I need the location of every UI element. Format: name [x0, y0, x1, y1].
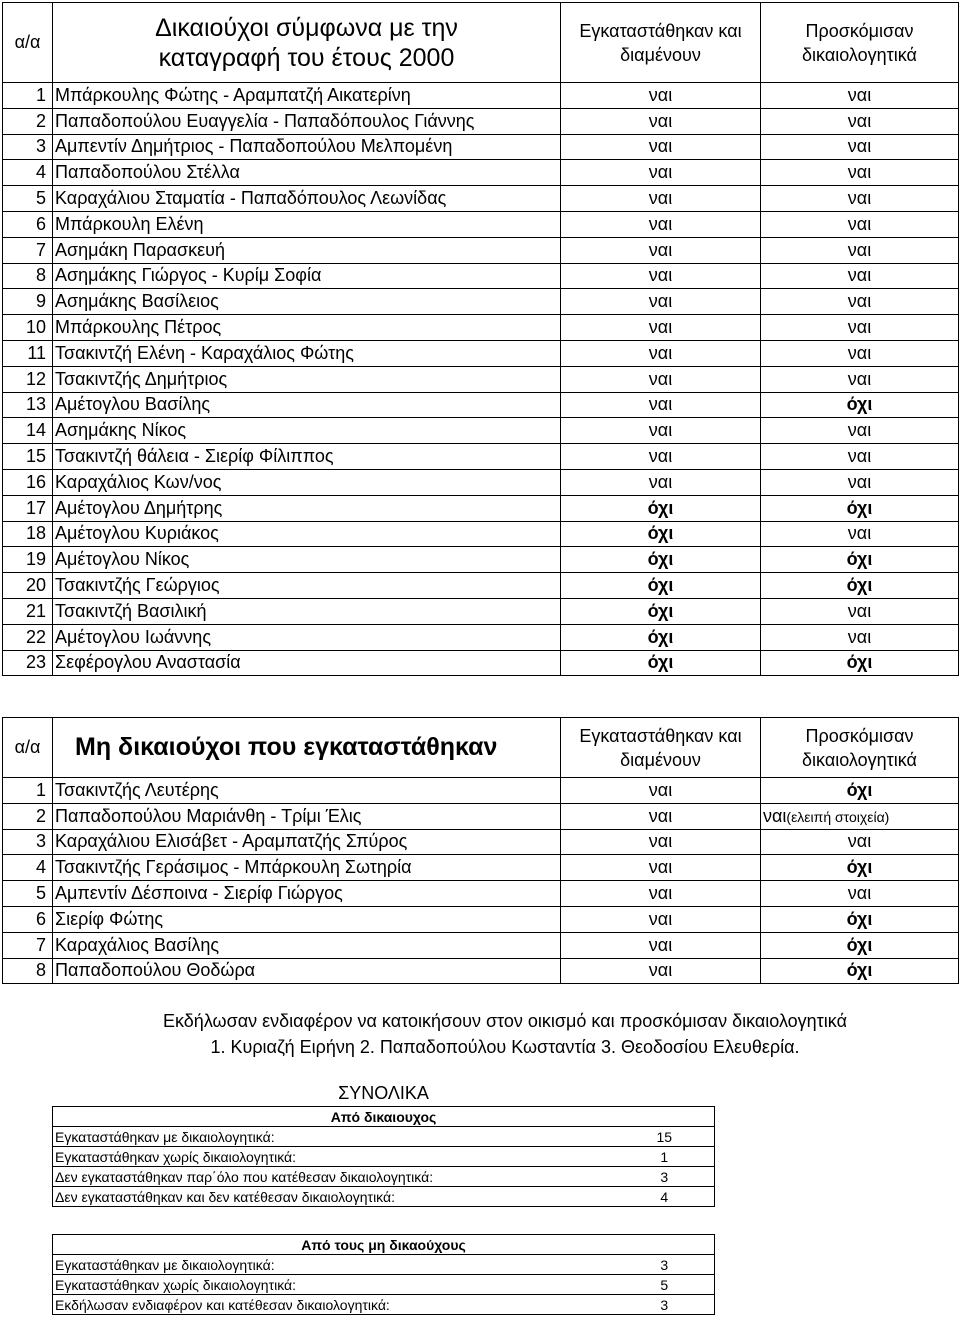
summary-row	[53, 1127, 715, 1147]
row-name: Τσακιντζής Δημήτριος	[53, 366, 561, 392]
column-header-documents	[761, 718, 959, 778]
row-installed: ναι	[561, 932, 761, 958]
table-row	[3, 237, 959, 263]
row-name: Τσακιντζής Γεώργιος	[53, 573, 561, 599]
column-header-aa: α/α	[3, 3, 53, 83]
row-documents-value: ναι	[763, 805, 787, 826]
table-row	[3, 418, 959, 444]
summary-label: Εγκαταστάθηκαν χωρίς δικαιολογητικά:	[53, 1275, 615, 1295]
summary-label: Δεν εγκαταστάθηκαν παρ΄όλο που κατέθεσαν δικαιολογητικά:	[53, 1167, 615, 1187]
summary-value: 3	[615, 1255, 715, 1275]
row-name: Τσακιντζή Ελένη - Καραχάλιος Φώτης	[53, 340, 561, 366]
row-number: 11	[3, 340, 53, 366]
row-installed: όχι	[561, 573, 761, 599]
non-beneficiaries-table	[2, 717, 959, 984]
table-row	[3, 778, 959, 804]
column-header-documents	[761, 3, 959, 83]
row-installed: ναι	[561, 160, 761, 186]
table-row	[3, 547, 959, 573]
row-number: 12	[3, 366, 53, 392]
non-beneficiaries-table-body	[3, 778, 959, 984]
row-name: Παπαδοπούλου Στέλλα	[53, 160, 561, 186]
summary-label: Εγκαταστάθηκαν χωρίς δικαιολογητικά:	[53, 1147, 615, 1167]
row-installed: ναι	[561, 186, 761, 212]
row-name: Ασημάκης Νίκος	[53, 418, 561, 444]
row-installed: ναι	[561, 108, 761, 134]
summary-value: 4	[615, 1187, 715, 1207]
summary-table-beneficiaries	[52, 1080, 715, 1207]
row-number: 4	[3, 160, 53, 186]
table-row	[3, 366, 959, 392]
table-row	[3, 573, 959, 599]
row-number: 6	[3, 906, 53, 932]
row-documents: όχι	[761, 547, 959, 573]
row-installed: όχι	[561, 521, 761, 547]
row-documents: όχι	[761, 932, 959, 958]
row-installed: ναι	[561, 289, 761, 315]
row-installed: ναι	[561, 906, 761, 932]
table-title-line2: καταγραφή του έτους 2000	[158, 43, 455, 72]
row-installed: όχι	[561, 547, 761, 573]
row-name: Παπαδοπούλου Μαριάνθη - Τρίμι Έλις	[53, 803, 561, 829]
summary-group2-body	[53, 1255, 715, 1315]
row-number: 8	[3, 263, 53, 289]
row-documents-note: (ελειπή στοιχεία)	[786, 808, 890, 825]
row-installed: ναι	[561, 263, 761, 289]
table-row	[3, 958, 959, 984]
summary-title: ΣΥΝΟΛΙΚΑ	[338, 1082, 429, 1103]
row-installed: ναι	[561, 803, 761, 829]
table-row	[3, 83, 959, 109]
row-number: 23	[3, 650, 53, 676]
row-documents: ναι	[761, 366, 959, 392]
column-header-installed-line1: Εγκαταστάθηκαν και	[579, 725, 742, 746]
row-number: 2	[3, 108, 53, 134]
row-name: Αμπεντίν Δημήτριος - Παπαδοπούλου Μελπομένη	[53, 134, 561, 160]
summary-value: 1	[615, 1147, 715, 1167]
row-name: Αμέτογλου Βασίλης	[53, 392, 561, 418]
summary-row	[53, 1187, 715, 1207]
row-name: Αμέτογλου Κυριάκος	[53, 521, 561, 547]
row-number: 10	[3, 315, 53, 341]
row-documents: όχι	[761, 650, 959, 676]
row-installed: ναι	[561, 83, 761, 109]
row-number: 8	[3, 958, 53, 984]
row-name: Αμέτογλου Ιωάννης	[53, 624, 561, 650]
row-number: 9	[3, 289, 53, 315]
table-row	[3, 134, 959, 160]
row-number: 5	[3, 881, 53, 907]
row-number: 17	[3, 495, 53, 521]
summary-row	[53, 1255, 715, 1275]
row-name: Τσακιντζή θάλεια - Σιερίφ Φίλιππος	[53, 444, 561, 470]
column-header-documents-line2: δικαιολογητικά	[802, 44, 917, 65]
row-installed: όχι	[561, 495, 761, 521]
row-number: 1	[3, 778, 53, 804]
table-row	[3, 160, 959, 186]
row-number: 16	[3, 469, 53, 495]
table-row	[3, 211, 959, 237]
row-documents: ναι	[761, 211, 959, 237]
row-name: Αμέτογλου Νίκος	[53, 547, 561, 573]
row-number: 13	[3, 392, 53, 418]
table-row	[3, 803, 959, 829]
row-name: Τσακιντζής Γεράσιμος - Μπάρκουλη Σωτηρία	[53, 855, 561, 881]
row-number: 2	[3, 803, 53, 829]
summary-group1-heading: Από δικαιουχος	[53, 1107, 715, 1127]
column-header-documents-line1: Προσκόμισαν	[805, 20, 914, 41]
summary-row	[53, 1167, 715, 1187]
table-row	[3, 650, 959, 676]
row-installed: ναι	[561, 134, 761, 160]
row-documents: όχι	[761, 906, 959, 932]
row-installed: ναι	[561, 418, 761, 444]
row-number: 7	[3, 932, 53, 958]
summary-value: 3	[615, 1295, 715, 1315]
summary-value: 15	[615, 1127, 715, 1147]
column-header-installed	[561, 3, 761, 83]
column-header-aa: α/α	[3, 718, 53, 778]
row-documents: όχι	[761, 495, 959, 521]
row-documents: ναι	[761, 186, 959, 212]
table-row	[3, 855, 959, 881]
row-documents	[761, 803, 959, 829]
table-title	[53, 3, 561, 83]
row-number: 19	[3, 547, 53, 573]
summary-table-non-beneficiaries	[52, 1234, 715, 1315]
table-row	[3, 598, 959, 624]
table-row	[3, 881, 959, 907]
row-documents: όχι	[761, 392, 959, 418]
row-number: 20	[3, 573, 53, 599]
row-name: Καραχάλιου Σταματία - Παπαδόπουλος Λεωνίδας	[53, 186, 561, 212]
row-name: Ασημάκης Γιώργος - Κυρίμ Σοφία	[53, 263, 561, 289]
row-documents: όχι	[761, 855, 959, 881]
table-row	[3, 906, 959, 932]
row-name: Μπάρκουλης Φώτης - Αραμπατζή Αικατερίνη	[53, 83, 561, 109]
row-name: Καραχάλιος Κων/νος	[53, 469, 561, 495]
row-documents: ναι	[761, 829, 959, 855]
row-documents: ναι	[761, 160, 959, 186]
row-name: Παπαδοπούλου Θοδώρα	[53, 958, 561, 984]
row-name: Αμέτογλου Δημήτρης	[53, 495, 561, 521]
summary-value: 5	[615, 1275, 715, 1295]
interest-note	[0, 1008, 960, 1060]
summary-label: Εγκαταστάθηκαν με δικαιολογητικά:	[53, 1255, 615, 1275]
beneficiaries-table	[2, 2, 959, 676]
row-installed: ναι	[561, 778, 761, 804]
column-header-installed-line1: Εγκαταστάθηκαν και	[579, 20, 742, 41]
row-installed: ναι	[561, 881, 761, 907]
row-documents: όχι	[761, 778, 959, 804]
summary-label: Δεν εγκαταστάθηκαν και δεν κατέθεσαν δικαιολογητικά:	[53, 1187, 615, 1207]
row-documents: ναι	[761, 134, 959, 160]
row-number: 1	[3, 83, 53, 109]
row-number: 15	[3, 444, 53, 470]
summary-label: Εγκαταστάθηκαν με δικαιολογητικά:	[53, 1127, 615, 1147]
row-installed: όχι	[561, 650, 761, 676]
row-number: 4	[3, 855, 53, 881]
row-number: 7	[3, 237, 53, 263]
table-row	[3, 521, 959, 547]
row-documents: ναι	[761, 598, 959, 624]
row-documents: ναι	[761, 881, 959, 907]
row-documents: ναι	[761, 289, 959, 315]
row-installed: ναι	[561, 366, 761, 392]
table-row	[3, 392, 959, 418]
row-number: 5	[3, 186, 53, 212]
row-installed: ναι	[561, 829, 761, 855]
row-documents: ναι	[761, 521, 959, 547]
row-documents: ναι	[761, 469, 959, 495]
column-header-installed-line2: διαμένουν	[620, 749, 701, 770]
row-documents: ναι	[761, 444, 959, 470]
row-number: 14	[3, 418, 53, 444]
summary-group2-heading: Από τους μη δικαούχους	[53, 1235, 715, 1255]
row-installed: ναι	[561, 211, 761, 237]
row-installed: ναι	[561, 392, 761, 418]
row-name: Τσακιντζή Βασιλική	[53, 598, 561, 624]
table-row	[3, 495, 959, 521]
row-name: Καραχάλιου Ελισάβετ - Αραμπατζής Σπύρος	[53, 829, 561, 855]
row-documents: ναι	[761, 108, 959, 134]
row-name: Παπαδοπούλου Ευαγγελία - Παπαδόπουλος Γιάννης	[53, 108, 561, 134]
beneficiaries-table-body	[3, 83, 959, 676]
table-row	[3, 932, 959, 958]
interest-note-line2: 1. Κυριαζή Ειρήνη 2. Παπαδοπούλου Κωσταντία 3. Θεοδοσίου Ελευθερία.	[210, 1037, 800, 1057]
row-installed: ναι	[561, 340, 761, 366]
table-row	[3, 340, 959, 366]
row-installed: ναι	[561, 315, 761, 341]
table-row	[3, 624, 959, 650]
row-name: Ασημάκη Παρασκευή	[53, 237, 561, 263]
column-header-installed-line2: διαμένουν	[620, 44, 701, 65]
row-name: Καραχάλιος Βασίλης	[53, 932, 561, 958]
row-documents: όχι	[761, 573, 959, 599]
row-name: Σεφέρογλου Αναστασία	[53, 650, 561, 676]
table-row	[3, 469, 959, 495]
row-installed: όχι	[561, 598, 761, 624]
table-row	[3, 829, 959, 855]
row-installed: ναι	[561, 444, 761, 470]
row-number: 6	[3, 211, 53, 237]
summary-value: 3	[615, 1167, 715, 1187]
row-documents: ναι	[761, 418, 959, 444]
row-documents: ναι	[761, 624, 959, 650]
column-header-documents-line2: δικαιολογητικά	[802, 749, 917, 770]
row-documents: όχι	[761, 958, 959, 984]
row-installed: ναι	[561, 469, 761, 495]
summary-label: Εκδήλωσαν ενδιαφέρον και κατέθεσαν δικαιολογητικά:	[53, 1295, 615, 1315]
row-documents: ναι	[761, 315, 959, 341]
row-name: Μπάρκουλη Ελένη	[53, 211, 561, 237]
row-number: 18	[3, 521, 53, 547]
table-row	[3, 263, 959, 289]
row-number: 22	[3, 624, 53, 650]
table-title: Μη δικαιούχοι που εγκαταστάθηκαν	[53, 718, 561, 778]
row-name: Μπάρκουλης Πέτρος	[53, 315, 561, 341]
summary-row	[53, 1275, 715, 1295]
table-row	[3, 186, 959, 212]
interest-note-line1: Εκδήλωσαν ενδιαφέρον να κατοικήσουν στον οικισμό και προσκόμισαν δικαιολογητικά	[163, 1011, 847, 1031]
column-header-documents-line1: Προσκόμισαν	[805, 725, 914, 746]
table-row	[3, 108, 959, 134]
row-installed: ναι	[561, 237, 761, 263]
table-row	[3, 444, 959, 470]
column-header-installed	[561, 718, 761, 778]
row-name: Αμπεντίν Δέσποινα - Σιερίφ Γιώργος	[53, 881, 561, 907]
row-installed: ναι	[561, 958, 761, 984]
row-number: 3	[3, 134, 53, 160]
table-row	[3, 289, 959, 315]
summary-row	[53, 1147, 715, 1167]
row-number: 21	[3, 598, 53, 624]
row-documents: ναι	[761, 263, 959, 289]
row-name: Ασημάκης Βασίλειος	[53, 289, 561, 315]
row-documents: ναι	[761, 83, 959, 109]
summary-row	[53, 1295, 715, 1315]
summary-group1-body	[53, 1127, 715, 1207]
row-installed: όχι	[561, 624, 761, 650]
row-documents: ναι	[761, 237, 959, 263]
table-title-line1: Δικαιούχοι σύμφωνα με την	[155, 13, 458, 42]
row-name: Σιερίφ Φώτης	[53, 906, 561, 932]
row-number: 3	[3, 829, 53, 855]
row-name: Τσακιντζής Λευτέρης	[53, 778, 561, 804]
row-documents: ναι	[761, 340, 959, 366]
row-installed: ναι	[561, 855, 761, 881]
table-row	[3, 315, 959, 341]
